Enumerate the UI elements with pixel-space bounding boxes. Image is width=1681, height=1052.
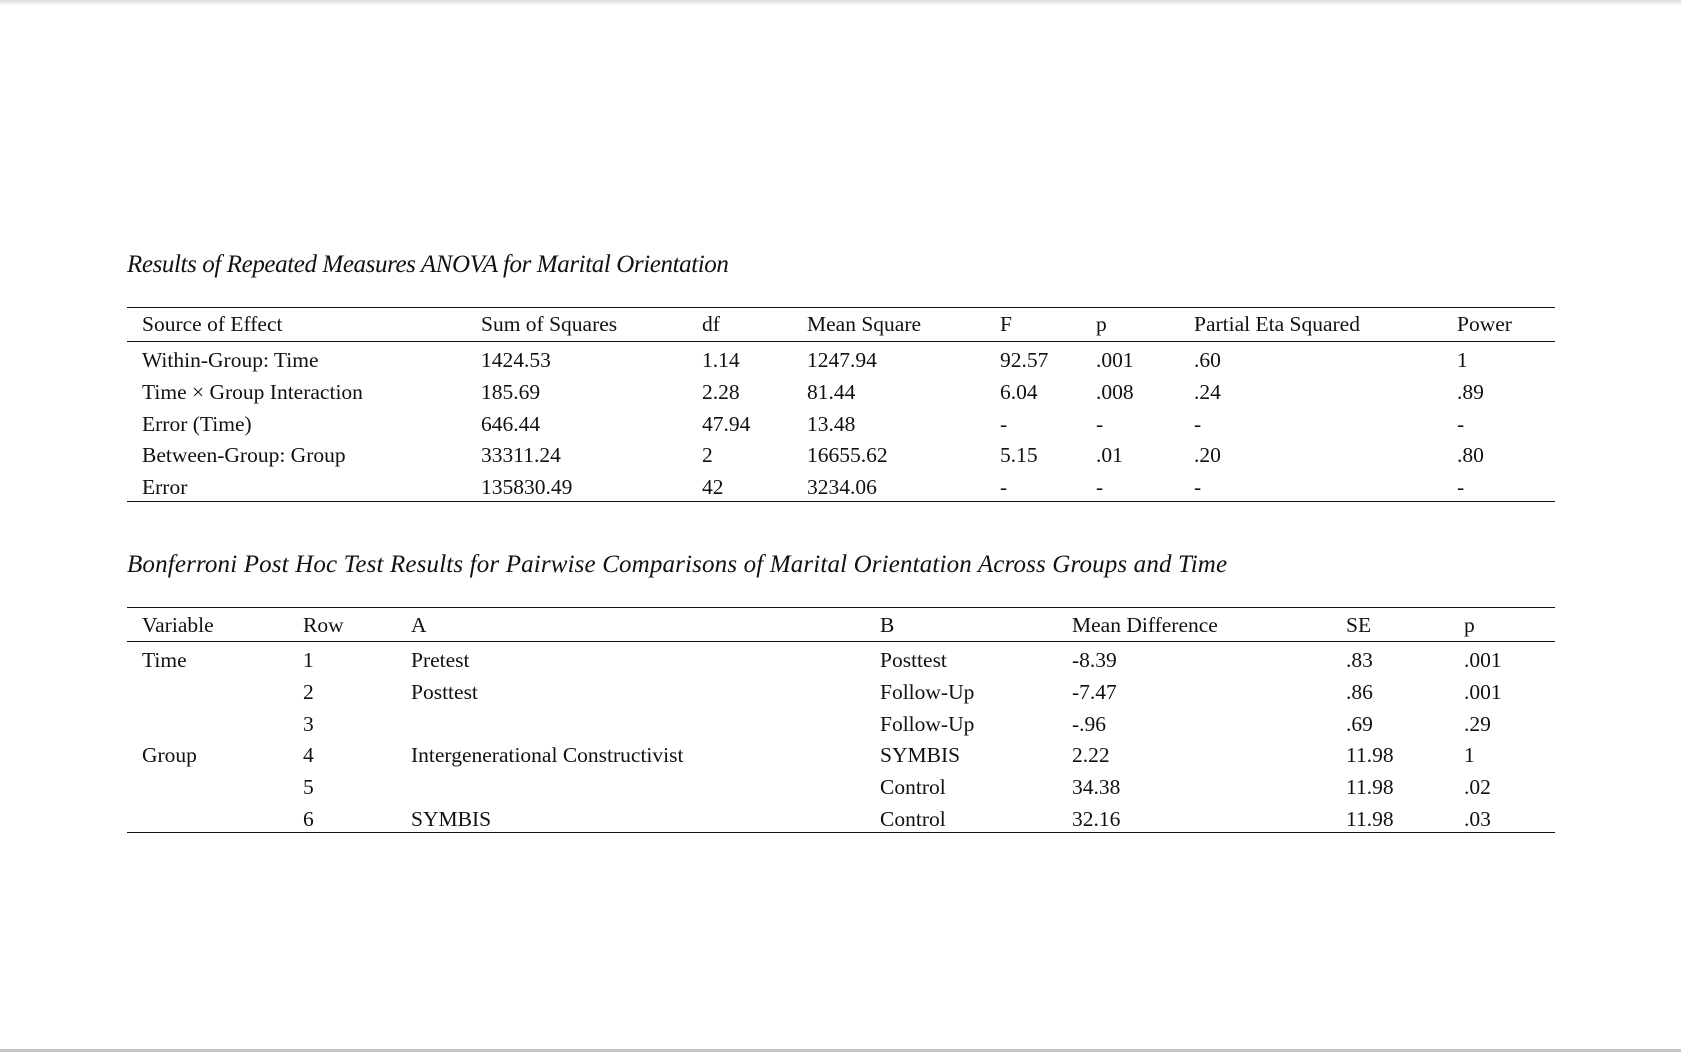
table-row <box>127 376 1555 408</box>
cell-df: 1.14 <box>702 348 740 372</box>
column-header-a: A <box>411 613 427 637</box>
cell-row: 2 <box>303 679 314 704</box>
column-header-source: Source of Effect <box>142 312 283 336</box>
cell-power: - <box>1457 475 1465 500</box>
cell-mean-square: 3234.06 <box>807 475 877 500</box>
cell-source: Error <box>142 475 188 500</box>
table-row <box>127 644 1555 676</box>
cell-b: Follow-Up <box>880 711 975 736</box>
cell-a: SYMBIS <box>411 807 492 831</box>
cell-se: .69 <box>1346 711 1373 736</box>
table-row <box>127 739 1555 771</box>
cell-sum-of-squares: 33311.24 <box>481 443 561 468</box>
cell-mean-difference: 34.38 <box>1072 775 1121 800</box>
cell-power: 1 <box>1457 348 1468 372</box>
cell-a: Posttest <box>411 679 478 704</box>
cell-p: .001 <box>1464 679 1502 704</box>
cell-partial-eta-squared: .20 <box>1194 443 1221 468</box>
cell-f: 5.15 <box>1000 443 1038 468</box>
cell-b: Control <box>880 775 946 800</box>
column-header-df: df <box>702 312 720 336</box>
table-row <box>127 676 1555 708</box>
column-header-row: Row <box>303 613 344 637</box>
posthoc-header-rule <box>127 641 1555 642</box>
page-top-shadow <box>0 0 1681 6</box>
cell-source: Error (Time) <box>142 411 252 436</box>
column-header-f: F <box>1000 312 1012 336</box>
cell-row: 4 <box>303 743 314 768</box>
cell-mean-difference: -7.47 <box>1072 679 1117 704</box>
column-header-se: SE <box>1346 613 1372 637</box>
cell-p: 1 <box>1464 743 1475 768</box>
cell-power: .89 <box>1457 379 1484 404</box>
cell-partial-eta-squared: - <box>1194 475 1202 500</box>
cell-row: 6 <box>303 807 314 831</box>
cell-b: Control <box>880 807 946 831</box>
column-header-sum-of-squares: Sum of Squares <box>481 312 618 336</box>
cell-se: .83 <box>1346 648 1373 672</box>
cell-row: 3 <box>303 711 314 736</box>
posthoc-bottom-rule <box>127 832 1555 833</box>
cell-mean-difference: 32.16 <box>1072 807 1121 831</box>
cell-p: - <box>1096 475 1104 500</box>
cell-df: 42 <box>702 475 724 500</box>
cell-variable: Time <box>142 648 187 672</box>
cell-sum-of-squares: 135830.49 <box>481 475 573 500</box>
cell-f: - <box>1000 411 1008 436</box>
cell-mean-square: 13.48 <box>807 411 856 436</box>
cell-sum-of-squares: 646.44 <box>481 411 541 436</box>
cell-mean-square: 1247.94 <box>807 348 877 372</box>
cell-p: .01 <box>1096 443 1123 468</box>
cell-partial-eta-squared: .24 <box>1194 379 1221 404</box>
cell-f: 6.04 <box>1000 379 1038 404</box>
table-row <box>127 439 1555 471</box>
cell-p: .03 <box>1464 807 1491 831</box>
column-header-p: p <box>1096 312 1107 336</box>
anova-bottom-rule <box>127 501 1555 502</box>
posthoc-header-row <box>127 609 1555 641</box>
cell-df: 2.28 <box>702 379 740 404</box>
table-row <box>127 771 1555 803</box>
column-header-b: B <box>880 613 895 637</box>
cell-power: - <box>1457 411 1465 436</box>
cell-se: 11.98 <box>1346 743 1394 768</box>
cell-mean-square: 81.44 <box>807 379 856 404</box>
table-row <box>127 471 1555 503</box>
column-header-partial-eta-squared: Partial Eta Squared <box>1194 312 1360 336</box>
cell-a: Intergenerational Constructivist <box>411 743 684 768</box>
anova-table <box>127 307 1555 503</box>
cell-mean-difference: -8.39 <box>1072 648 1117 672</box>
cell-partial-eta-squared: .60 <box>1194 348 1221 372</box>
cell-source: Within-Group: Time <box>142 348 319 372</box>
cell-b: Posttest <box>880 648 947 672</box>
cell-a: Pretest <box>411 648 470 672</box>
cell-mean-difference: -.96 <box>1072 711 1107 736</box>
anova-header-rule <box>127 341 1555 342</box>
cell-sum-of-squares: 1424.53 <box>481 348 551 372</box>
cell-p: .001 <box>1096 348 1134 372</box>
column-header-power: Power <box>1457 312 1512 336</box>
table-row <box>127 803 1555 835</box>
posthoc-table-title: Bonferroni Post Hoc Test Results for Pairwise Comparisons of Marital Orientation Across Groups and Time <box>127 551 1228 578</box>
cell-p: - <box>1096 411 1104 436</box>
cell-p: .29 <box>1464 711 1491 736</box>
cell-f: - <box>1000 475 1008 500</box>
cell-source: Time × Group Interaction <box>142 379 363 404</box>
table-row <box>127 344 1555 376</box>
column-header-mean-square: Mean Square <box>807 312 922 336</box>
table-row <box>127 708 1555 740</box>
posthoc-table <box>127 607 1555 835</box>
cell-b: Follow-Up <box>880 679 975 704</box>
column-header-variable: Variable <box>142 613 214 637</box>
cell-variable: Group <box>142 743 197 768</box>
cell-df: 47.94 <box>702 411 751 436</box>
table-row <box>127 408 1555 440</box>
cell-source: Between-Group: Group <box>142 443 346 468</box>
cell-mean-difference: 2.22 <box>1072 743 1110 768</box>
cell-se: 11.98 <box>1346 775 1394 800</box>
column-header-p: p <box>1464 613 1475 637</box>
cell-f: 92.57 <box>1000 348 1049 372</box>
cell-sum-of-squares: 185.69 <box>481 379 541 404</box>
cell-mean-square: 16655.62 <box>807 443 888 468</box>
anova-header-row <box>127 308 1555 340</box>
cell-power: .80 <box>1457 443 1484 468</box>
cell-se: 11.98 <box>1346 807 1394 831</box>
cell-b: SYMBIS <box>880 743 961 768</box>
cell-p: .001 <box>1464 648 1502 672</box>
anova-table-title: Results of Repeated Measures ANOVA for Marital Orientation <box>127 251 729 278</box>
cell-row: 1 <box>303 648 314 672</box>
cell-p: .008 <box>1096 379 1134 404</box>
cell-partial-eta-squared: - <box>1194 411 1202 436</box>
cell-df: 2 <box>702 443 713 468</box>
cell-se: .86 <box>1346 679 1373 704</box>
posthoc-top-rule <box>127 607 1555 608</box>
cell-row: 5 <box>303 775 314 800</box>
column-header-mean-difference: Mean Difference <box>1072 613 1218 637</box>
cell-p: .02 <box>1464 775 1491 800</box>
